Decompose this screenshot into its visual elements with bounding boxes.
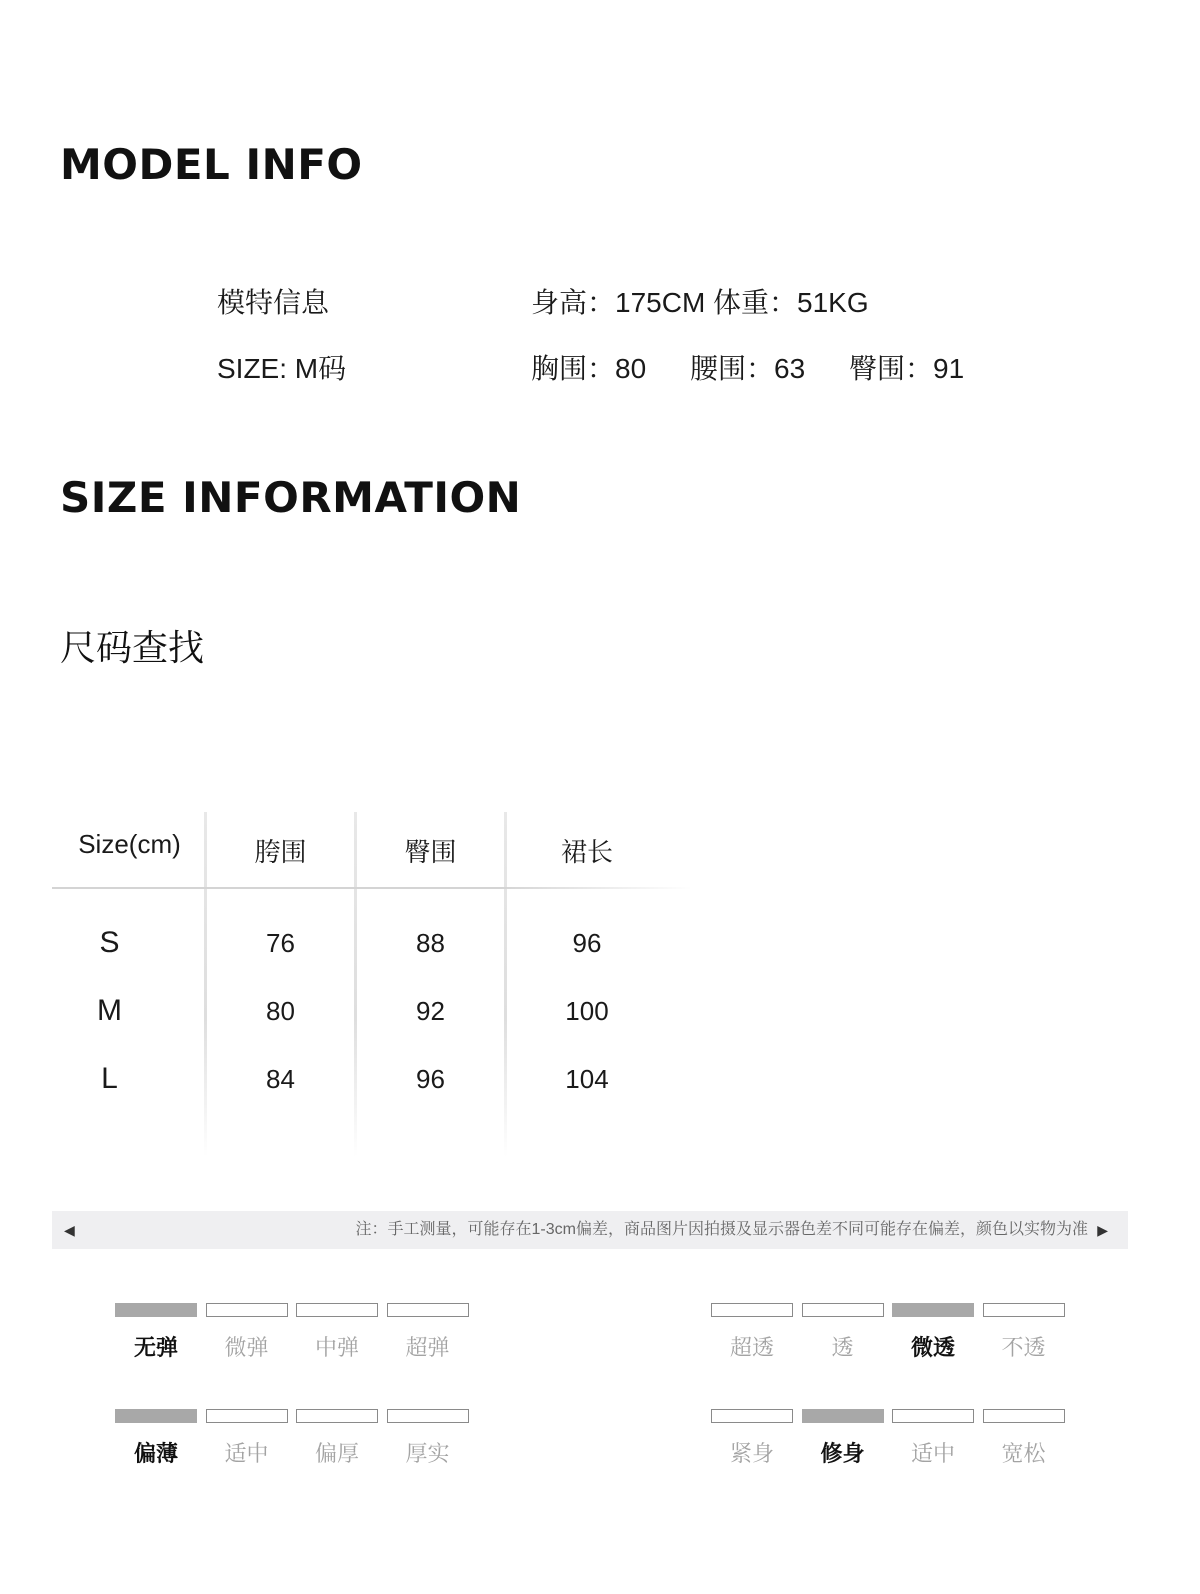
table-cell: 96 (416, 1064, 445, 1094)
scale-segment (206, 1303, 288, 1317)
scale-label: 宽松 (1001, 1441, 1046, 1466)
table-cell: 104 (565, 1064, 609, 1094)
scale-segment (983, 1409, 1065, 1423)
elasticity-scale (115, 1303, 475, 1373)
model-hip: 臀围：91 (849, 353, 965, 384)
table-cell-size: S (99, 926, 120, 959)
scale-label: 适中 (910, 1441, 955, 1466)
scale-segment (115, 1409, 197, 1423)
scale-label: 厚实 (405, 1441, 450, 1466)
table-cell: 88 (416, 928, 445, 958)
size-finder-title: 尺码查找 (60, 628, 205, 669)
scroll-right-icon[interactable]: ▶ (1097, 1222, 1108, 1238)
thickness-scale (115, 1409, 475, 1479)
scale-segment (296, 1303, 378, 1317)
scale-label: 紧身 (729, 1441, 774, 1466)
table-header-size: Size(cm) (78, 829, 181, 859)
scale-label: 不透 (1001, 1335, 1046, 1360)
model-info-heading: MODEL INFO (60, 140, 363, 189)
scale-segment (296, 1409, 378, 1423)
model-bust: 胸围：80 (531, 353, 647, 384)
table-cell: 76 (266, 928, 295, 958)
scale-label: 无弹 (133, 1335, 178, 1360)
table-cell-size: M (97, 994, 122, 1027)
scale-segment (983, 1303, 1065, 1317)
model-size-label: SIZE: M码 (217, 353, 347, 384)
table-cell: 80 (266, 996, 295, 1026)
table-cell: 84 (266, 1064, 295, 1094)
model-waist: 腰围：63 (690, 353, 806, 384)
table-header-hip: 臀围 (404, 837, 457, 867)
scale-segment (711, 1409, 793, 1423)
scale-label: 中弹 (314, 1335, 359, 1360)
header-rule (52, 887, 692, 889)
scale-label: 透 (831, 1335, 854, 1360)
table-header-crotch: 胯围 (254, 837, 307, 867)
scale-label: 修身 (820, 1441, 865, 1466)
notice-bar (52, 1211, 1128, 1249)
scale-label: 超透 (729, 1335, 774, 1360)
scale-segment (206, 1409, 288, 1423)
table-cell: 96 (572, 928, 602, 958)
scale-segment (802, 1409, 884, 1423)
table-cell-size: L (101, 1062, 118, 1095)
scale-label: 微透 (910, 1335, 955, 1360)
table-cell: 92 (416, 996, 445, 1026)
scale-label: 偏厚 (314, 1441, 359, 1466)
scale-label: 超弹 (405, 1335, 450, 1360)
table-cell: 100 (565, 996, 609, 1026)
notice-text: 注：手工测量，可能存在1-3cm偏差，商品图片因拍摄及显示器色差不同可能存在偏差，颜色以实物为准 (355, 1221, 1088, 1238)
scale-label: 微弹 (224, 1335, 269, 1360)
scale-segment (711, 1303, 793, 1317)
scale-segment (387, 1409, 469, 1423)
scroll-left-icon[interactable]: ◀ (64, 1222, 75, 1238)
model-info-label: 模特信息 (217, 287, 330, 318)
table-header-length: 裙长 (560, 837, 613, 867)
model-height-weight: 身高：175CM 体重：51KG (531, 287, 869, 318)
scale-label: 偏薄 (133, 1441, 178, 1466)
scale-segment (802, 1303, 884, 1317)
fit-scale (711, 1409, 1071, 1479)
scale-segment (115, 1303, 197, 1317)
scale-segment (387, 1303, 469, 1317)
transparency-scale (711, 1303, 1071, 1373)
size-information-heading: SIZE INFORMATION (60, 473, 522, 522)
scale-segment (892, 1303, 974, 1317)
size-table (52, 812, 692, 1157)
scale-segment (892, 1409, 974, 1423)
scale-label: 适中 (224, 1441, 269, 1466)
